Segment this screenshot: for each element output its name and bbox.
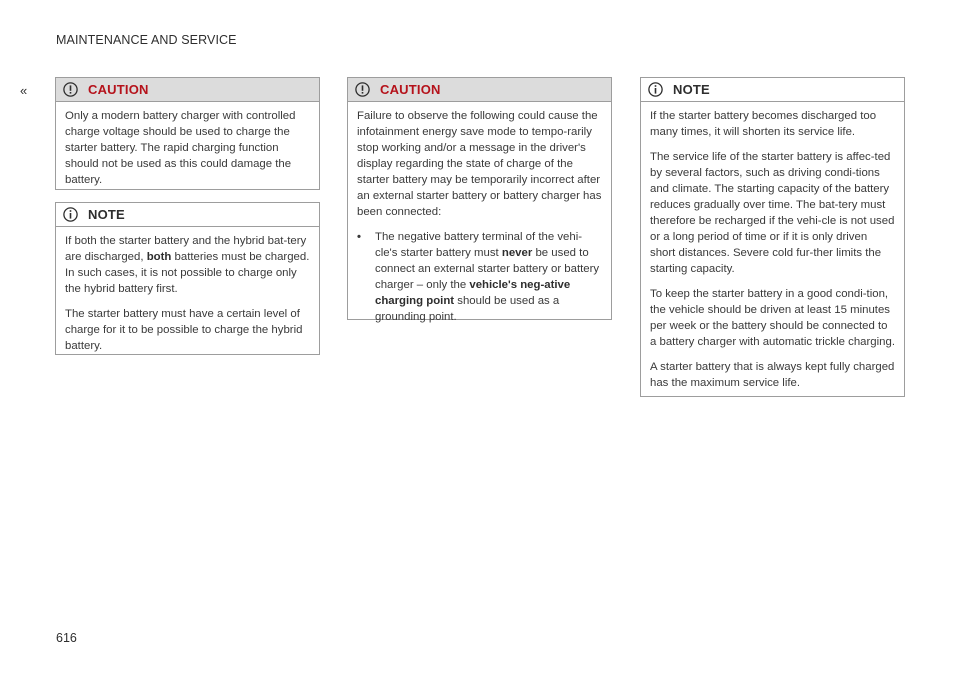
note-text: If both the starter battery and the hybrid bat-tery are discharged, <box>65 235 307 263</box>
exclamation-circle-icon <box>63 82 78 97</box>
note-label: NOTE <box>673 82 710 97</box>
note-text: batteries must be charged. In such cases, it is not possible to charge only the hybrid battery first. <box>65 251 310 295</box>
note-emphasis: both <box>146 251 172 263</box>
caution-box-header <box>56 78 319 102</box>
caution-text: Failure to observe the following could cause the infotainment energy save mode to tempo-rarily stop working and/or a message in the driver's display regarding the state of charge of the starter battery may be temporarily incorrect after an external starter battery or battery charger has been connected: <box>357 110 602 218</box>
page-header-title: MAINTENANCE AND SERVICE <box>56 33 237 47</box>
bullet-text-part: be used to connect an external starter battery or battery charger – only the <box>375 247 600 291</box>
note-box-body <box>56 227 319 364</box>
caution-box-infotainment <box>347 77 612 323</box>
note-paragraph: A starter battery that is always kept fully charged has the maximum service life. <box>650 361 895 389</box>
info-circle-icon <box>648 82 663 97</box>
page-number: 616 <box>56 631 77 645</box>
double-chevron-left-icon[interactable]: « <box>20 83 26 98</box>
caution-label: CAUTION <box>380 82 441 97</box>
bullet-icon: • <box>357 231 361 243</box>
caution-box-charger <box>55 77 320 190</box>
note-paragraph: To keep the starter battery in a good condi-tion, the vehicle should be driven at least 15 minutes per week or the battery should be connected to a battery charger with automatic trickle charging. <box>650 288 896 348</box>
note-label: NOTE <box>88 207 125 222</box>
note-box-header <box>56 203 319 227</box>
caution-text: Only a modern battery charger with controlled charge voltage should be used to charge the starter battery. The rapid charging function should not be used as this could damage the battery. <box>65 110 296 186</box>
info-circle-icon <box>63 207 78 222</box>
bullet-emphasis: never <box>501 247 533 259</box>
note-paragraph <box>65 233 310 297</box>
bullet-emphasis: vehicle's neg-ative charging point <box>375 279 571 307</box>
bullet-text <box>375 229 602 325</box>
note-box-header <box>641 78 904 102</box>
note-paragraph: The starter battery must have a certain level of charge for it to be possible to charge the hybrid battery. <box>65 308 303 352</box>
exclamation-circle-icon <box>355 82 370 97</box>
note-box-hybrid <box>55 202 320 355</box>
bullet-item <box>357 229 602 325</box>
bullet-text-part: The negative battery terminal of the vehi-cle's starter battery must <box>375 231 583 259</box>
bullet-text-part: should be used as a grounding point. <box>375 295 560 323</box>
note-box-body <box>641 102 904 401</box>
caution-box-body <box>348 102 611 333</box>
note-paragraph: If the starter battery becomes discharged too many times, it will shorten its service life. <box>650 110 877 138</box>
caution-box-header <box>348 78 611 102</box>
note-box-service-life <box>640 77 905 397</box>
caution-label: CAUTION <box>88 82 149 97</box>
note-paragraph: The service life of the starter battery is affec-ted by several factors, such as driving condi-tions and climate. The starting capacity of the battery reduces gradually over time. The bat-tery must therefore be recharged if the vehi-cle is not used or a long period of time or if it is only driven short distances. Severe cold fur-ther limits the starting capacity. <box>650 151 895 275</box>
caution-box-body <box>56 102 319 198</box>
